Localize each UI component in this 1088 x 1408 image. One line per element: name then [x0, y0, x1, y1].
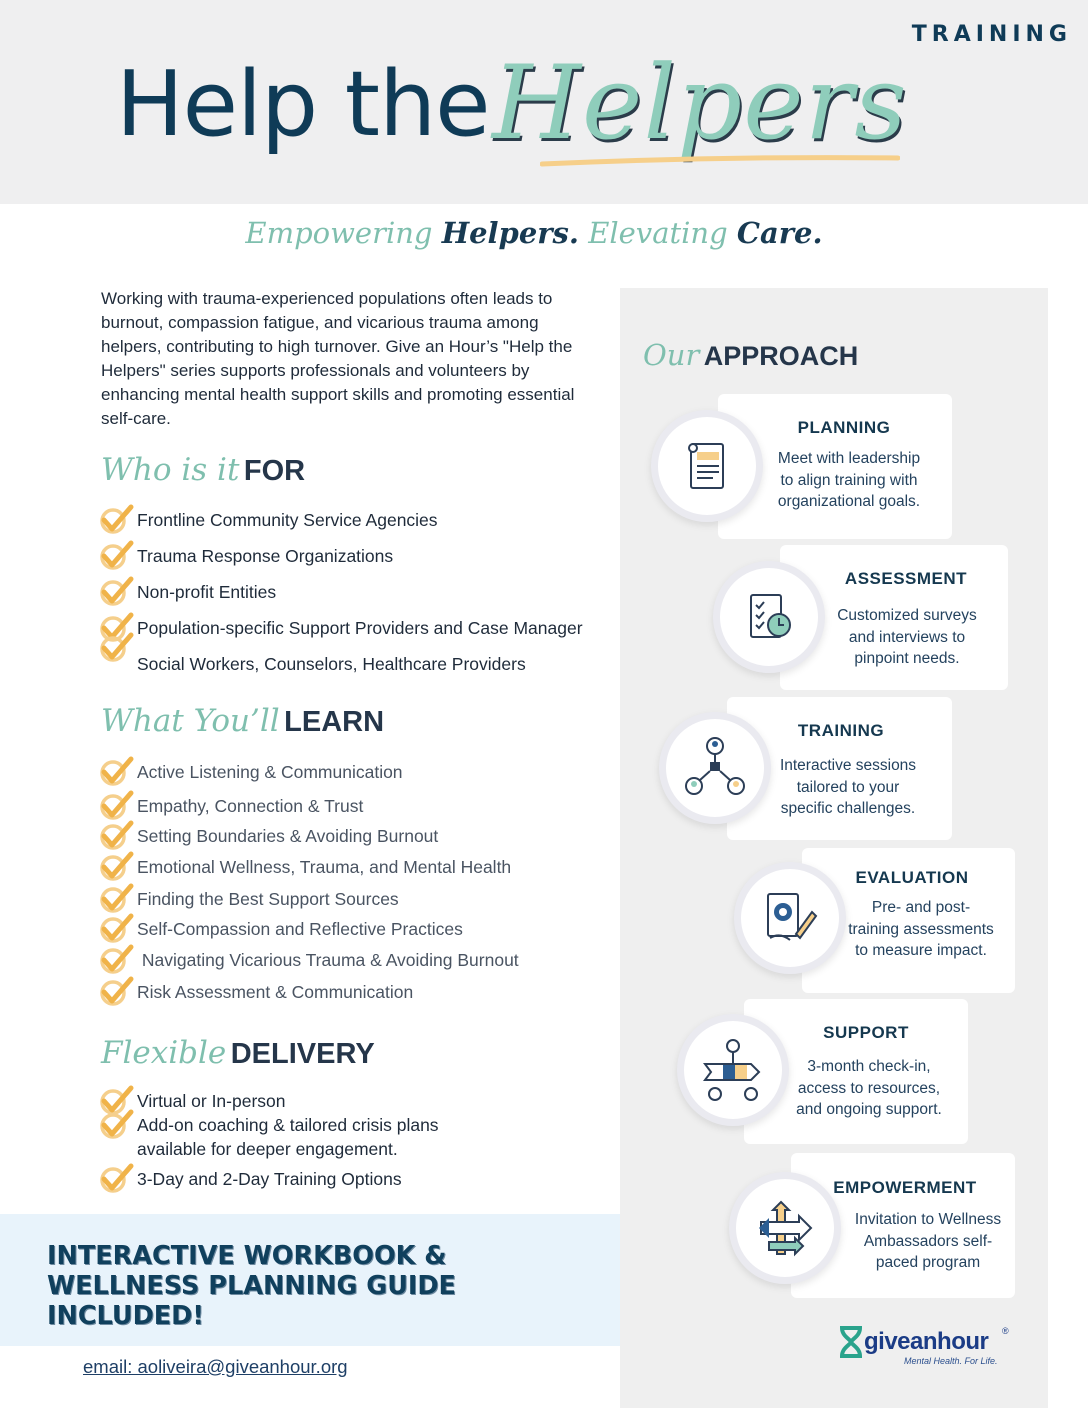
list-item: Frontline Community Service Agencies [98, 504, 438, 536]
checkmark-icon [98, 576, 134, 608]
presenter-group-icon [683, 736, 747, 800]
checkmark-icon [98, 883, 134, 915]
list-item: Empathy, Connection & Trust [98, 790, 363, 822]
approach-card-support: SUPPORT 3-month check-in, access to resources, and ongoing support. [744, 999, 968, 1144]
checkmark-icon [98, 540, 134, 572]
list-item: Risk Assessment & Communication [98, 976, 413, 1008]
list-item: Trauma Response Organizations [98, 540, 393, 572]
gear-pencil-icon [760, 888, 820, 948]
checkmark-icon [98, 790, 134, 822]
hourglass-icon [838, 1326, 864, 1358]
giveanhour-logo: giveanhour ® Mental Health. For Life. [836, 1322, 1016, 1372]
page-title: Help the [116, 52, 490, 157]
approach-card-assessment: ASSESSMENT Customized surveys and interviews to pinpoint needs. [780, 545, 1008, 690]
arrows-icon [755, 1198, 815, 1258]
learn-section-title: What You’ll LEARN [101, 703, 385, 739]
checkmark-icon [98, 504, 134, 536]
list-item: Add-on coaching & tailored crisis plans [98, 1109, 439, 1141]
approach-card-evaluation: EVALUATION Pre- and post- training assessments to measure impact. [802, 848, 1015, 993]
who-section-title: Who is it FOR [101, 452, 306, 488]
approach-circle-training [659, 712, 771, 824]
checkmark-icon [98, 851, 134, 883]
list-item: Self-Compassion and Reflective Practices [98, 913, 463, 945]
delivery-section-title: Flexible DELIVERY [101, 1035, 375, 1071]
approach-circle-support [677, 1014, 789, 1126]
approach-card-training: TRAINING Interactive sessions tailored to your specific challenges. [727, 697, 952, 840]
kicker-label: TRAINING [911, 22, 1072, 47]
list-item: Population-specific Support Providers and Case Manager [98, 612, 583, 644]
header-band [0, 0, 1088, 204]
list-item: Virtual or In-person [98, 1085, 286, 1117]
email-link[interactable]: email: aoliveira@giveanhour.org [83, 1356, 348, 1377]
checkmark-icon [98, 913, 134, 945]
intro-paragraph: Working with trauma-experienced populations often leads to burnout, compassion fatigue, and vicarious trauma among helpers, contributing to high turnover. Give an Hour’s "Help the Helpers" series supports professionals and volunteers by enhancing mental health support skills and promoting essential self-care. [101, 289, 575, 428]
checkmark-icon [98, 756, 134, 788]
list-item: Emotional Wellness, Trauma, and Mental Health [98, 851, 511, 883]
list-item: 3-Day and 2-Day Training Options [98, 1163, 402, 1195]
approach-circle-empowerment [729, 1172, 841, 1284]
document-icon [679, 438, 735, 494]
page-title-script: Helpers [492, 44, 908, 163]
list-item: Navigating Vicarious Trauma & Avoiding Burnout [98, 944, 519, 976]
approach-circle-assessment [713, 561, 825, 673]
list-item: Social Workers, Counselors, Healthcare Providers [137, 653, 526, 674]
approach-circle-evaluation [734, 862, 846, 974]
checkmark-icon [98, 820, 134, 852]
list-item: Non-profit Entities [98, 576, 276, 608]
checkmark-icon [98, 632, 134, 664]
workbook-banner-text: INTERACTIVE WORKBOOK & WELLNESS PLANNING GUIDE INCLUDED! [47, 1241, 456, 1331]
approach-card-empowerment: EMPOWERMENT Invitation to Wellness Ambassadors self- paced program [791, 1153, 1015, 1298]
list-item: Active Listening & Communication [98, 756, 403, 788]
approach-title: Our APPROACH [643, 338, 859, 372]
checkmark-icon [98, 944, 134, 976]
flow-chart-icon [701, 1038, 765, 1102]
underline-swoosh [540, 150, 900, 170]
list-item: Finding the Best Support Sources [98, 883, 399, 915]
checkmark-icon [98, 976, 134, 1008]
checkmark-icon [98, 1163, 134, 1195]
approach-circle-planning [651, 410, 763, 522]
approach-card-planning: PLANNING Meet with leadership to align training with organizational goals. [718, 394, 952, 539]
tagline: Empowering Helpers. Elevating Care. [245, 216, 823, 250]
checklist-clock-icon [741, 589, 797, 645]
list-item: Setting Boundaries & Avoiding Burnout [98, 820, 438, 852]
list-item-continued: available for deeper engagement. [137, 1138, 398, 1159]
